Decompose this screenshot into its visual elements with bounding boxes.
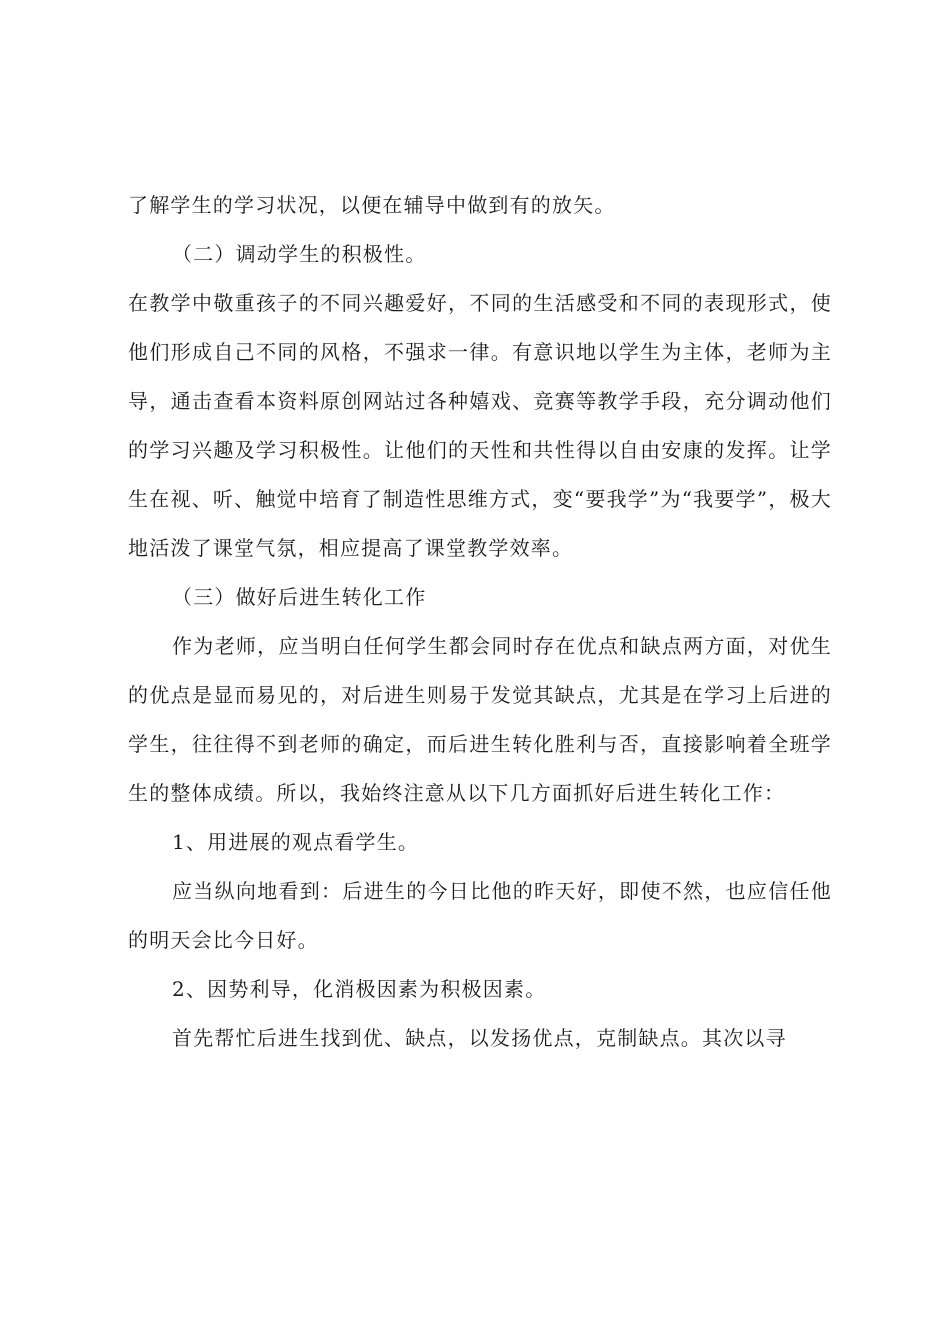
paragraph-7: 应当纵向地看到：后进生的今日比他的昨天好，即使不然，也应信任他的明天会比今日好。 <box>128 879 832 952</box>
paragraph-5: 作为老师，应当明白任何学生都会同时存在优点和缺点两方面，对优生的优点是显而易见的，对后进生则易于发觉其缺点，尤其是在学习上后进的学生，往往得不到老师的确定，而后进生转化胜利与否，直接影响着全班学生的整体成绩。所以，我始终注意从以下几方面抓好后进生转化工作： <box>128 634 832 805</box>
body-text <box>128 181 832 1063</box>
paragraph-3: 在教学中敬重孩子的不同兴趣爱好，不同的生活感受和不同的表现形式，使他们形成自己不同的风格，不强求一律。有意识地以学生为主体，老师为主导，通击查看本资料原创网站过各种嬉戏、竞赛等教学手段，充分调动他们的学习兴趣及学习积极性。让他们的天性和共性得以自由安康的发挥。让学生在视、听、触觉中培育了制造性思维方式，变“要我学”为“我要学”，极大地活泼了课堂气氛，相应提高了课堂教学效率。 <box>128 291 832 560</box>
section-heading-3: （三）做好后进生转化工作 <box>172 585 427 609</box>
list-item-2: 2、因势利导，化消极因素为积极因素。 <box>172 977 547 1001</box>
section-heading-2: （二）调动学生的积极性。 <box>172 242 427 266</box>
paragraph-9: 首先帮忙后进生找到优、缺点，以发扬优点，克制缺点。其次以寻 <box>172 1026 787 1050</box>
list-item-1: 1、用进展的观点看学生。 <box>172 830 420 854</box>
paragraph-1: 了解学生的学习状况，以便在辅导中做到有的放矢。 <box>128 193 616 217</box>
